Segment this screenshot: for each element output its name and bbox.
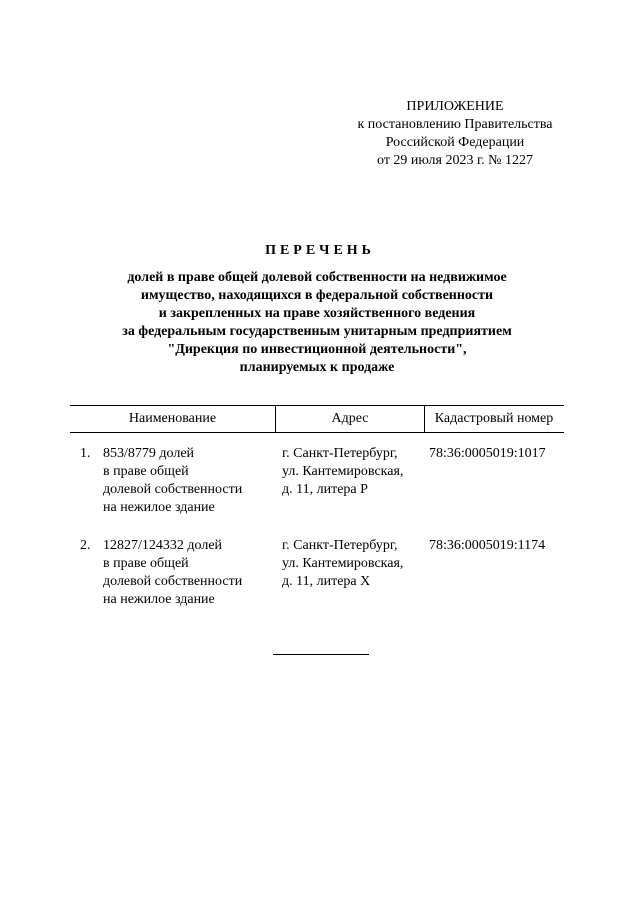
address-line: д. 11, литера Х	[282, 574, 371, 589]
name-line: в праве общей	[103, 556, 189, 571]
name-line: 853/8779 долей	[103, 446, 195, 461]
appendix-reference: к постановлению Правительства	[357, 117, 553, 132]
appendix-date-number: от 29 июля 2023 г. № 1227	[377, 153, 533, 168]
column-header-name: Наименование	[128, 411, 217, 426]
name-line: в праве общей	[103, 464, 189, 479]
address-line: г. Санкт-Петербург,	[282, 446, 398, 461]
column-header-address: Адрес	[275, 406, 425, 432]
name-line: на нежилое здание	[103, 592, 215, 607]
row-number: 1.	[80, 446, 91, 461]
row-name	[103, 445, 242, 517]
name-line: долевой собственности	[103, 574, 243, 589]
name-line: долевой собственности	[103, 482, 243, 497]
appendix-label: ПРИЛОЖЕНИЕ	[406, 99, 504, 114]
subtitle-line: имущество, находящихся в федеральной собственности	[140, 288, 494, 303]
address-line: ул. Кантемировская,	[282, 464, 404, 479]
row-address	[282, 445, 403, 499]
row-cadastral-number: 78:36:0005019:1017	[429, 446, 546, 461]
address-line: д. 11, литера Р	[282, 482, 368, 497]
subtitle-line: планируемых к продаже	[239, 360, 395, 375]
table-row	[70, 537, 564, 629]
appendix-header	[330, 98, 580, 170]
name-line: 12827/124332 долей	[103, 538, 223, 553]
end-divider	[273, 654, 369, 655]
table-row	[70, 445, 564, 537]
subtitle-line: "Дирекция по инвестиционной деятельности",	[167, 342, 467, 357]
subtitle-line: долей в праве общей долевой собственности на недвижимое	[127, 270, 507, 285]
row-cadastral-number: 78:36:0005019:1174	[429, 538, 546, 553]
subtitle-line: и закрепленных на праве хозяйственного ведения	[158, 306, 476, 321]
table-header	[70, 405, 564, 433]
property-table	[70, 405, 564, 629]
row-name	[103, 537, 242, 609]
document-title: ПЕРЕЧЕНЬ	[265, 243, 375, 258]
appendix-issuer: Российской Федерации	[385, 135, 525, 150]
address-line: ул. Кантемировская,	[282, 556, 404, 571]
row-number: 2.	[80, 538, 91, 553]
subtitle-line: за федеральным государственным унитарным предприятием	[122, 324, 512, 339]
name-line: на нежилое здание	[103, 500, 215, 515]
document-subtitle	[70, 269, 564, 377]
address-line: г. Санкт-Петербург,	[282, 538, 398, 553]
column-header-cadastral: Кадастровый номер	[434, 411, 554, 426]
row-address	[282, 537, 403, 591]
